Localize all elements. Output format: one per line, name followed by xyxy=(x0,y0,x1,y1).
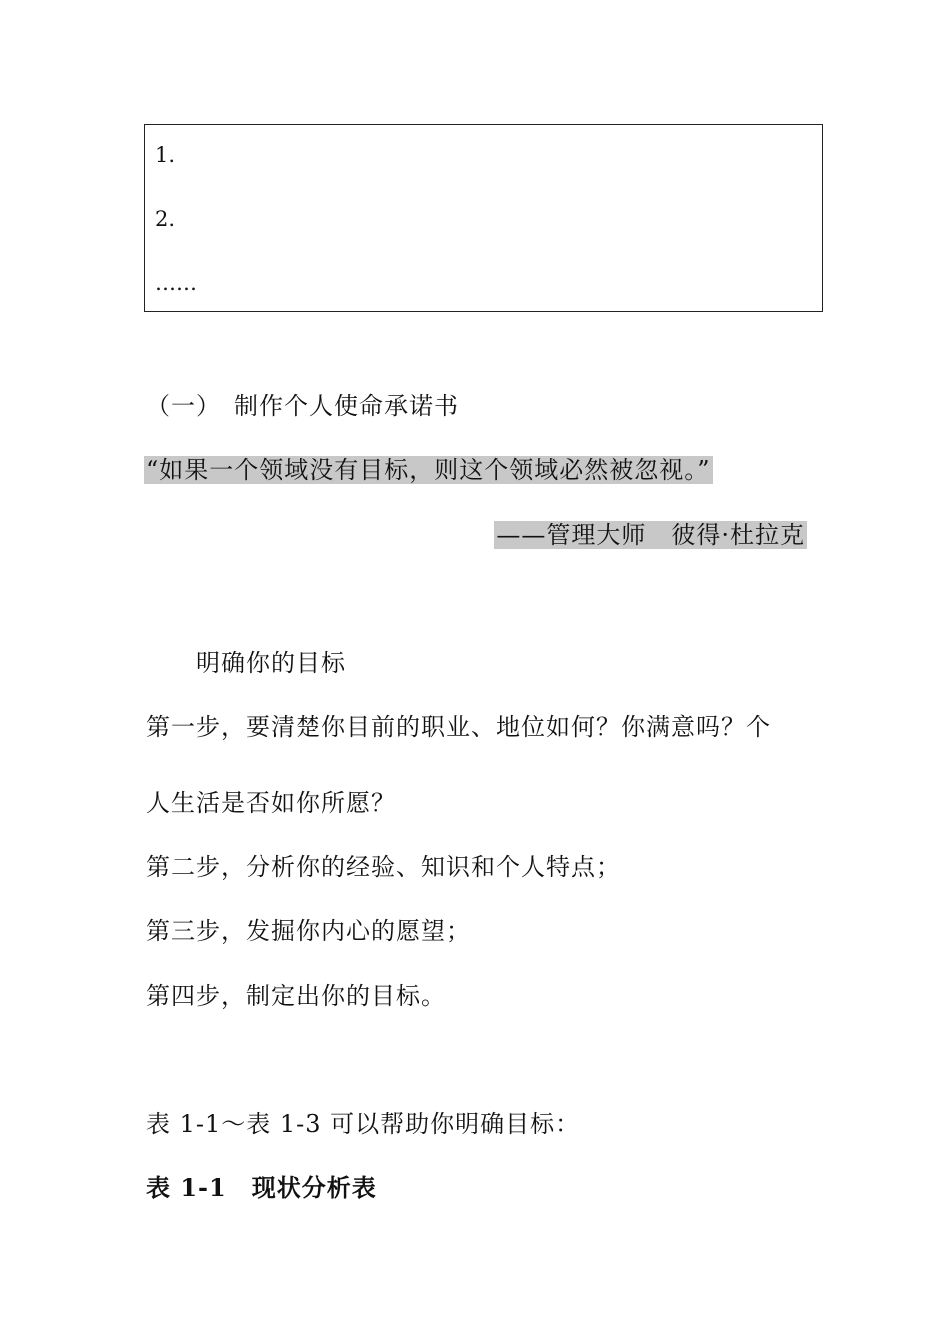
goals-subheading: 明确你的目标 xyxy=(196,649,346,677)
checklist-item-2: 2. xyxy=(155,207,176,231)
step3: 第三步，发掘你内心的愿望； xyxy=(146,917,471,945)
step2: 第二步，分析你的经验、知识和个人特点； xyxy=(146,853,621,881)
step1-line1: 第一步，要清楚你目前的职业、地位如何？你满意吗？个 xyxy=(146,713,771,741)
step4: 第四步，制定出你的目标。 xyxy=(146,982,446,1010)
step1-line2: 人生活是否如你所愿？ xyxy=(146,789,396,817)
checklist-box xyxy=(144,124,823,312)
checklist-item-ellipsis: …… xyxy=(155,271,197,295)
quote-text: “如果一个领域没有目标，则这个领域必然被忽视。” xyxy=(146,456,711,484)
checklist-item-1: 1. xyxy=(155,143,176,167)
section-heading: （一） 制作个人使命承诺书 xyxy=(146,392,459,420)
quote-attribution xyxy=(494,520,807,550)
attribution-text: ——管理大师 彼得·杜拉克 xyxy=(496,521,805,549)
tables-intro: 表 1-1～表 1-3 可以帮助你明确目标： xyxy=(146,1110,581,1138)
quote xyxy=(144,455,713,485)
table-title: 表 1-1 现状分析表 xyxy=(146,1173,377,1202)
